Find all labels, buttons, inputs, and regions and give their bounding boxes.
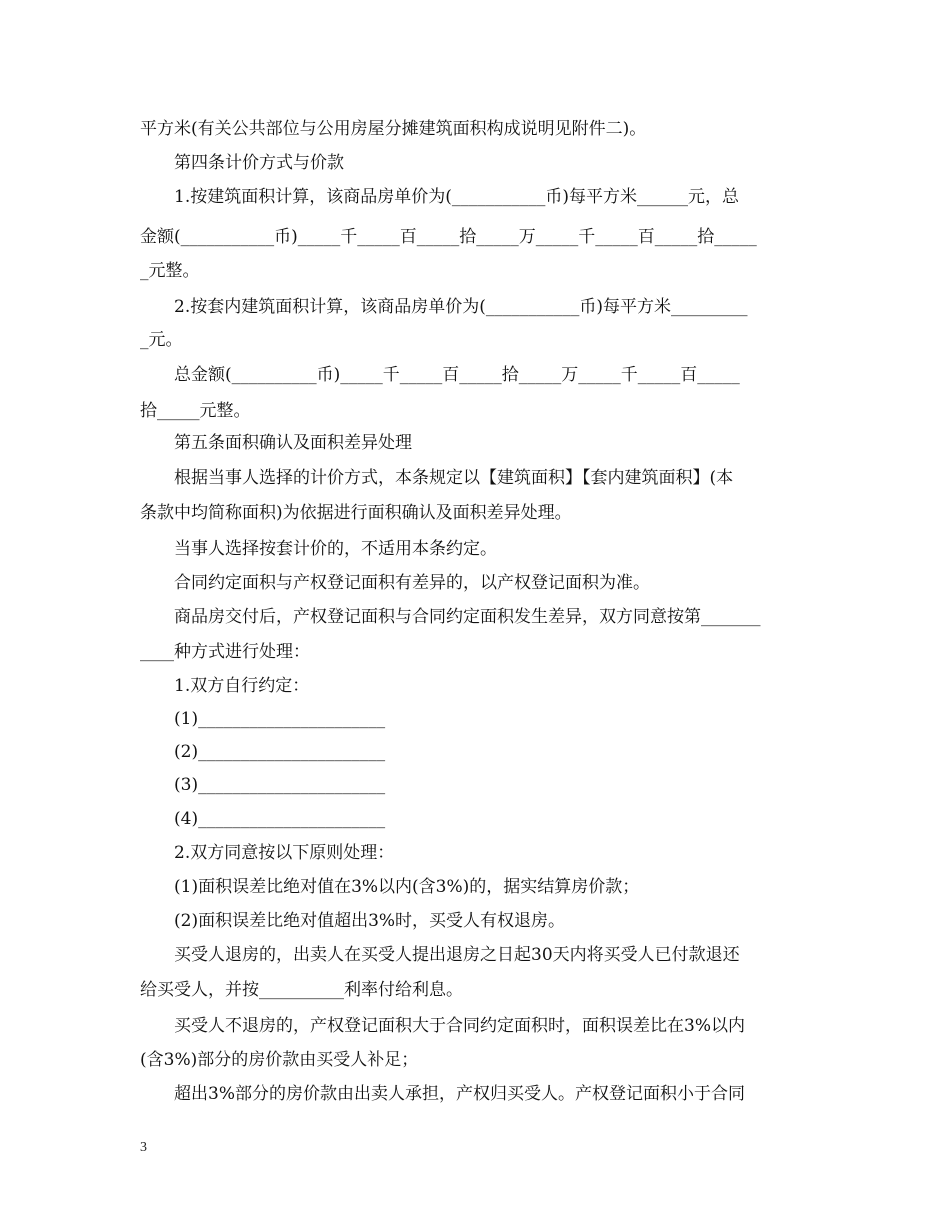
body-line: 拾_____元整。 [140, 401, 251, 421]
list-item: (2)面积误差比绝对值超出3%时，买受人有权退房。 [174, 911, 566, 931]
body-line: 2.按套内建筑面积计算，该商品房单价为(___________币)每平方米_________ [174, 297, 748, 317]
list-item: (1)面积误差比绝对值在3%以内(含3%)的，据实结算房价款； [174, 877, 640, 897]
body-line: 买受人不退房的，产权登记面积大于合同约定面积时，面积误差比在3%以内 [174, 1016, 745, 1036]
page-number: 3 [140, 1140, 147, 1155]
body-line: 条款中均简称面积)为依据进行面积确认及面积差异处理。 [140, 503, 572, 523]
article-heading: 第四条计价方式与价款 [174, 153, 344, 173]
body-line: 金额(___________币)_____千_____百_____拾_____万_____千_____百_____拾_____ [140, 227, 757, 247]
body-line: 1.按建筑面积计算，该商品房单价为(___________币)每平方米______元，总 [174, 187, 739, 207]
body-line: 根据当事人选择的计价方式，本条规定以【建筑面积】【套内建筑面积】(本 [174, 468, 734, 488]
body-line: 超出3%部分的房价款由出卖人承担，产权归买受人。产权登记面积小于合同 [174, 1084, 745, 1104]
body-line: 当事人选择按套计价的，不适用本条约定。 [174, 539, 497, 559]
list-heading: 2.双方同意按以下原则处理： [174, 843, 395, 863]
body-line: 合同约定面积与产权登记面积有差异的，以产权登记面积为准。 [174, 573, 650, 593]
list-item: (1)______________________ [174, 709, 386, 729]
list-item: (2)______________________ [174, 742, 386, 762]
body-line: 商品房交付后，产权登记面积与合同约定面积发生差异，双方同意按第_______ [174, 607, 761, 627]
body-line: 总金额(__________币)_____千_____百_____拾_____万_____千_____百_____ [174, 365, 740, 385]
body-line: _元整。 [140, 261, 200, 281]
list-item: (4)______________________ [174, 809, 386, 829]
body-line: 给买受人，并按__________利率付给利息。 [140, 980, 463, 1000]
body-line: (含3%)部分的房价款由买受人补足； [140, 1050, 419, 1070]
list-item: (3)______________________ [174, 775, 386, 795]
list-heading: 1.双方自行约定： [174, 676, 310, 696]
body-line: _元。 [140, 330, 183, 350]
body-line: 买受人退房的，出卖人在买受人提出退房之日起30天内将买受人已付款退还 [174, 945, 740, 965]
article-heading: 第五条面积确认及面积差异处理 [174, 433, 412, 453]
body-line: 平方米(有关公共部位与公用房屋分摊建筑面积构成说明见附件二)。 [140, 119, 647, 139]
body-line: ____种方式进行处理： [140, 642, 310, 662]
